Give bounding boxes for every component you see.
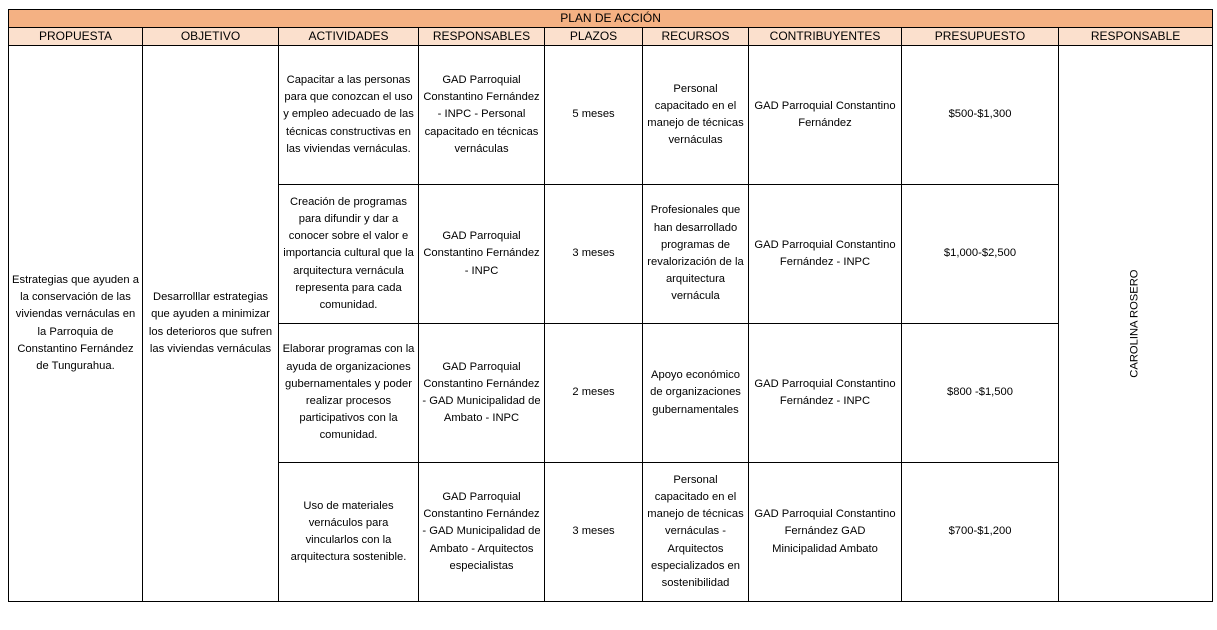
plazo-cell: 2 meses <box>545 324 643 463</box>
plazo-cell: 5 meses <box>545 46 643 185</box>
header-actividades: ACTIVIDADES <box>279 28 419 46</box>
table-row <box>9 46 1213 185</box>
title-row <box>9 10 1213 28</box>
actividad-cell: Creación de programas para difundir y dar a conocer sobre el valor e importancia cultural que la arquitectura vernácula representa para cada comunidad. <box>279 185 419 324</box>
propuesta-cell: Estrategias que ayuden a la conservación de las viviendas vernáculas en la Parroquia de Constantino Fernández de Tungurahua. <box>9 46 143 602</box>
responsables-cell: GAD Parroquial Constantino Fernández - GAD Municipalidad de Ambato - Arquitectos especialistas <box>419 463 545 602</box>
presupuesto-cell: $500-$1,300 <box>902 46 1059 185</box>
recursos-cell: Apoyo económico de organizaciones gubernamentales <box>643 324 749 463</box>
header-row <box>9 28 1213 46</box>
header-objetivo: OBJETIVO <box>143 28 279 46</box>
responsables-cell: GAD Parroquial Constantino Fernández - INPC - Personal capacitado en técnicas vernáculas <box>419 46 545 185</box>
header-propuesta: PROPUESTA <box>9 28 143 46</box>
presupuesto-cell: $800 -$1,500 <box>902 324 1059 463</box>
plazo-cell: 3 meses <box>545 185 643 324</box>
action-plan-sheet <box>8 9 1213 602</box>
recursos-cell: Personal capacitado en el manejo de técnicas vernáculas <box>643 46 749 185</box>
actividad-cell: Capacitar a las personas para que conozcan el uso y empleo adecuado de las técnicas constructivas en las viviendas vernáculas. <box>279 46 419 185</box>
objetivo-cell: Desarrolllar estrategias que ayuden a minimizar los deterioros que sufren las viviendas vernáculas <box>143 46 279 602</box>
contribuyentes-cell: GAD Parroquial Constantino Fernández - INPC <box>749 185 902 324</box>
header-responsable: RESPONSABLE <box>1059 28 1213 46</box>
contribuyentes-cell: GAD Parroquial Constantino Fernández <box>749 46 902 185</box>
responsable-cell <box>1059 46 1213 602</box>
header-presupuesto: PRESUPUESTO <box>902 28 1059 46</box>
responsables-cell: GAD Parroquial Constantino Fernández - INPC <box>419 185 545 324</box>
recursos-cell: Personal capacitado en el manejo de técnicas vernáculas - Arquitectos especializados en sostenibilidad <box>643 463 749 602</box>
responsable-name: CAROLINA ROSERO <box>1128 269 1141 378</box>
recursos-cell: Profesionales que han desarrollado programas de revalorización de la arquitectura vernácula <box>643 185 749 324</box>
contribuyentes-cell: GAD Parroquial Constantino Fernández - INPC <box>749 324 902 463</box>
header-responsables: RESPONSABLES <box>419 28 545 46</box>
actividad-cell: Uso de materiales vernáculos para vincularlos con la arquitectura sostenible. <box>279 463 419 602</box>
header-recursos: RECURSOS <box>643 28 749 46</box>
header-plazos: PLAZOS <box>545 28 643 46</box>
presupuesto-cell: $700-$1,200 <box>902 463 1059 602</box>
plazo-cell: 3 meses <box>545 463 643 602</box>
responsables-cell: GAD Parroquial Constantino Fernández - GAD Municipalidad de Ambato - INPC <box>419 324 545 463</box>
table-title: PLAN DE ACCIÓN <box>9 10 1213 28</box>
contribuyentes-cell: GAD Parroquial Constantino Fernández GAD Minicipalidad Ambato <box>749 463 902 602</box>
actividad-cell: Elaborar programas con la ayuda de organizaciones gubernamentales y poder realizar procesos participativos con la comunidad. <box>279 324 419 463</box>
header-contribuyentes: CONTRIBUYENTES <box>749 28 902 46</box>
presupuesto-cell: $1,000-$2,500 <box>902 185 1059 324</box>
action-plan-table <box>8 9 1213 602</box>
